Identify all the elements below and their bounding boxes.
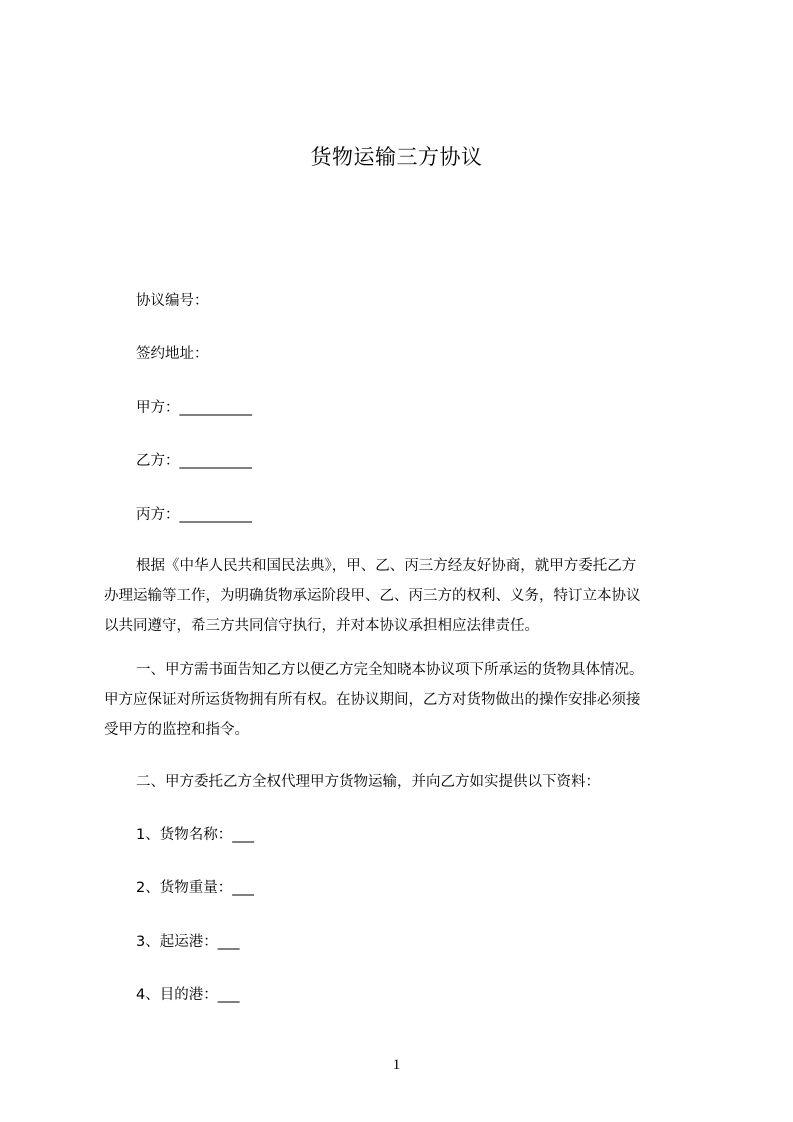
list-item-destination-port: 4、目的港：___ xyxy=(136,987,240,1003)
party-b-field: 乙方：__________ xyxy=(136,453,252,469)
preamble-paragraph xyxy=(104,551,704,641)
list-item-cargo-name: 1、货物名称：___ xyxy=(136,827,254,843)
preamble-line: 办理运输等工作，为明确货物承运阶段甲、乙、丙三方的权利、义务，特订立本协议 xyxy=(104,588,641,604)
clause-one-paragraph xyxy=(104,655,704,745)
party-a-field: 甲方：__________ xyxy=(136,400,252,416)
list-item-cargo-weight: 2、货物重量：___ xyxy=(136,880,254,896)
clause-one-line: 受甲方的监控和指令。 xyxy=(104,722,249,738)
clause-one-line: 甲方应保证对所运货物拥有所有权。在协议期间，乙方对货物做出的操作安排必须接 xyxy=(104,692,641,708)
party-c-field: 丙方：__________ xyxy=(136,507,252,523)
document-title: 货物运输三方协议 xyxy=(310,145,483,169)
list-item-origin-port: 3、起运港：___ xyxy=(136,934,240,950)
agreement-number-field: 协议编号： xyxy=(136,293,209,309)
sign-address-field: 签约地址： xyxy=(136,346,209,362)
page-number: 1 xyxy=(392,1057,401,1073)
preamble-line: 以共同遵守，希三方共同信守执行，并对本协议承担相应法律责任。 xyxy=(104,618,539,634)
clause-two-heading: 二、甲方委托乙方全权代理甲方货物运输，并向乙方如实提供以下资料： xyxy=(136,774,600,790)
clause-one-line: 一、甲方需书面告知乙方以便乙方完全知晓本协议项下所承运的货物具体情况。 xyxy=(136,662,644,678)
preamble-line: 根据《中华人民共和国民法典》，甲、乙、丙三方经友好协商，就甲方委托乙方 xyxy=(136,558,637,574)
